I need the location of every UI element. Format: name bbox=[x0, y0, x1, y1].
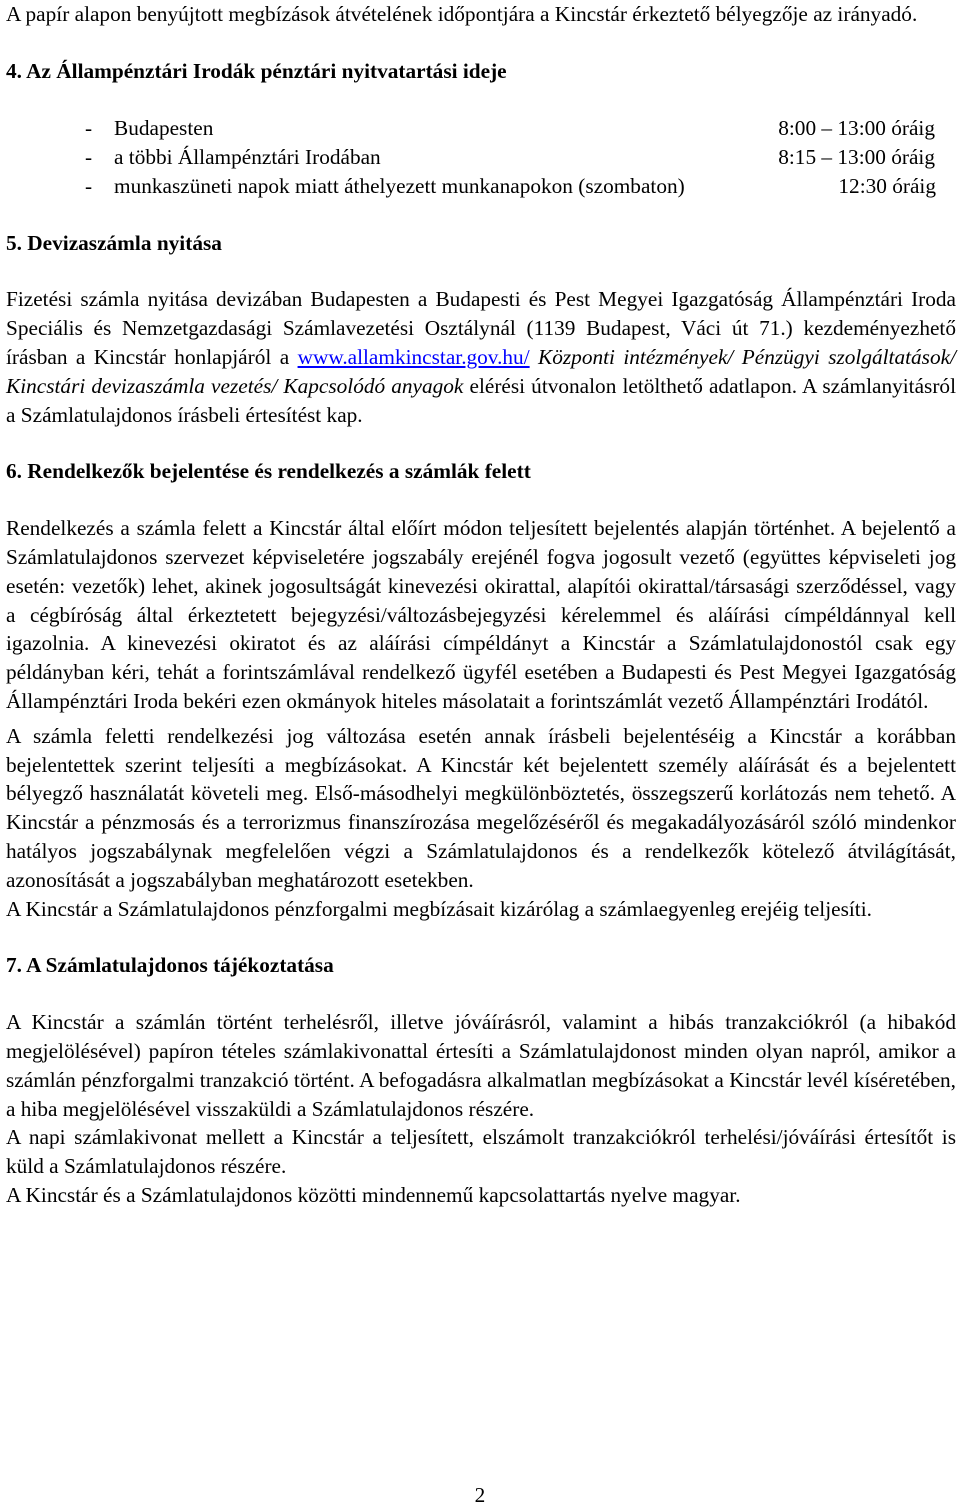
list-dash: - bbox=[85, 173, 93, 198]
section-7-paragraph-1: A Kincstár a számlán történt terhelésről, illetve jóváírásról, valamint a hibás tranzakciókról (a hibakód megjelölésével) papíron tételes számlakivonattal értesíti a Számlatulajdonost minden olyan napról, amikor a számlán pénzforgalmi tranzakció történt. A befogadásra alkalmatlan megbízásokat a Kincstár levél kíséretében, a hiba megjelölésével visszaküldi a Számlatulajdonos részére. bbox=[6, 1010, 956, 1121]
list-item bbox=[6, 114, 956, 143]
section-5-text-end: elérési útvonalon letölthető adatlapon. A számlanyitásról a Számlatulajdonos írásbeli értesítést kap. bbox=[6, 373, 956, 427]
section-7-heading: 7. A Számlatulajdonos tájékoztatása bbox=[6, 953, 334, 978]
section-5-paragraph bbox=[6, 285, 956, 429]
hours-time: 8:15 – 13:00 óráig bbox=[778, 144, 935, 169]
page-number: 2 bbox=[474, 1483, 486, 1507]
document-page bbox=[6, 0, 956, 1210]
hours-place: a többi Állampénztári Irodában bbox=[114, 144, 381, 169]
intro-paragraph: A papír alapon benyújtott megbízások átvételének időpontjára a Kincstár érkeztető bélyegzője az irányadó. bbox=[6, 2, 918, 26]
section-6-paragraph-3: A Kincstár a Számlatulajdonos pénzforgalmi megbízásait kizárólag a számlaegyenleg erejéig teljesíti. bbox=[6, 896, 872, 921]
section-5-text-start: Fizetési számla nyitása devizában Budapesten a Budapesti és Pest Megyei Igazgatóság Állampénztári Iroda Speciális és Nemzetgazdasági Számlavezetési Osztálynál (1139 Budapest, Váci út 71.) kezdeményezhető írásban a Kincstár honlapjáról a bbox=[6, 287, 956, 369]
hours-place: munkaszüneti napok miatt áthelyezett munkanapokon (szombaton) bbox=[114, 173, 685, 198]
section-6-paragraph-2: A számla feletti rendelkezési jog változása esetén annak írásbeli bejelentéséig a Kincstár a korábban bejelentettek szerint teljesíti a megbízásokat. A Kincstár két bejelentett személy aláírását és a bejelentett bélyegző használatát követeli meg. Első-másodhelyi megkülönböztetés, összegszerű korlátozás nem tehető. A Kincstár a pénzmosás és a terrorizmus finanszírozása megelőzéséről és megakadályozásáról szóló mindenkor hatályos jogszabálynak megfelelően végzi a Számlatulajdonos és a rendelkezők kötelező átvilágítását, azonosítását a jogszabályban meghatározott esetekben. bbox=[6, 723, 956, 892]
hours-time: 8:00 – 13:00 óráig bbox=[778, 115, 935, 140]
section-4-heading: 4. Az Állampénztári Irodák pénztári nyitvatartási ideje bbox=[6, 58, 507, 83]
hours-place: Budapesten bbox=[114, 115, 214, 140]
section-5-heading: 5. Devizaszámla nyitása bbox=[6, 230, 222, 255]
section-6-heading: 6. Rendelkezők bejelentése és rendelkezés a számlák felett bbox=[6, 459, 531, 484]
section-7-paragraph-3: A Kincstár és a Számlatulajdonos közötti mindennemű kapcsolattartás nyelve magyar. bbox=[6, 1182, 741, 1207]
section-6-paragraph-1: Rendelkezés a számla felett a Kincstár által előírt módon teljesített bejelentés alapján történhet. A bejelentő a Számlatulajdonos szervezet képviseletére jogszabály erejénél fogva jogosult vezető (együttes képviseleti jog esetén: vezetők) lehet, akinek jogosultságát kinevezési okirattal, alapítói okirattal/társasági szerződéssel, vagy a cégbíróság által érkeztetett bejegyzési/változásbejegyzési kérelemmel és aláírási címpéldánnyal kell igazolnia. A kinevezési okiratot és az aláírási címpéldányt a Kincstár a Számlatulajdonostól csak egy példányban kéri, tehát a forintszámlával rendelkező ügyfél esetében a Budapesti és Pest Megyei Igazgatóság Állampénztári Iroda bekéri ezen okmányok hiteles másolatait a forintszámlát vezető Állampénztári Irodától. bbox=[6, 516, 956, 713]
list-dash: - bbox=[85, 115, 93, 140]
list-item bbox=[6, 143, 956, 172]
list-item bbox=[6, 172, 956, 201]
kincstar-website-link[interactable]: www.allamkincstar.gov.hu/ bbox=[297, 344, 530, 369]
opening-hours-list bbox=[6, 114, 956, 201]
section-7-paragraph-2: A napi számlakivonat mellett a Kincstár a teljesített, elszámolt tranzakciókról terhelési/jóváírási értesítőt is küld a Számlatulajdonos részére. bbox=[6, 1125, 956, 1179]
list-dash: - bbox=[85, 144, 93, 169]
website-path: Központi intézmények/ Pénzügyi szolgáltatások/ Kincstári devizaszámla vezetés/ Kapcsolódó anyagok bbox=[6, 344, 956, 398]
hours-time: 12:30 óráig bbox=[838, 173, 936, 198]
